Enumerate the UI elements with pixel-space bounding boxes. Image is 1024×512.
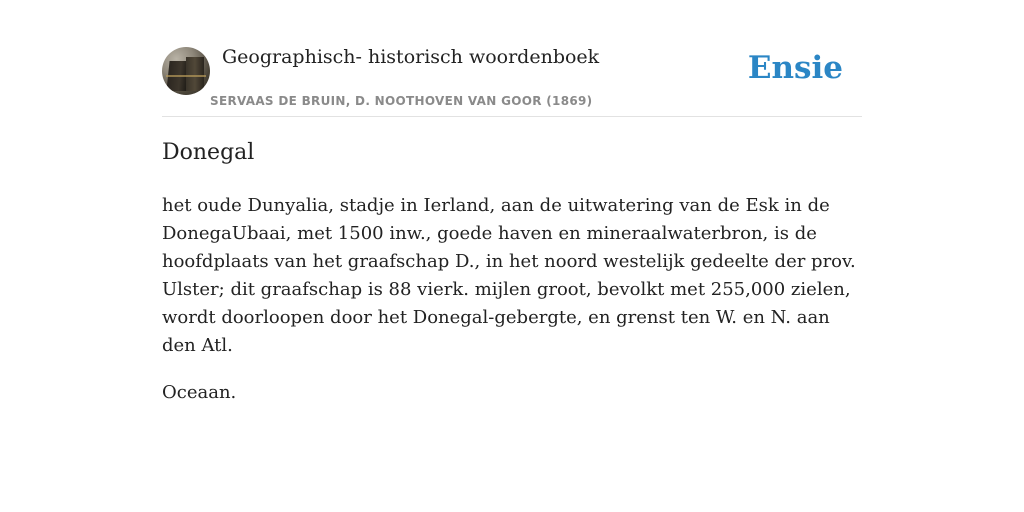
- entry-header: [162, 40, 862, 117]
- entry-title: Donegal: [162, 140, 255, 165]
- entry-body: [162, 192, 867, 426]
- book-author: SERVAAS DE BRUIN, D. NOOTHOVEN VAN GOOR (1869): [210, 94, 593, 108]
- book-band: [166, 75, 206, 77]
- book-spine-right: [186, 57, 204, 91]
- book-cover-icon[interactable]: [162, 47, 210, 95]
- entry-paragraph: het oude Dunyalia, stadje in Ierland, aan de uitwatering van de Esk in de DonegaUbaai, met 1500 inw., goede haven en mineraalwaterbron, is de hoofdplaats van het graafschap D., in het noord westelijk gedeelte der prov. Ulster; dit graafschap is 88 vierk. mijlen groot, bevolkt met 255,000 zielen, wordt doorloopen door het Donegal-gebergte, en grenst ten W. en N. aan den Atl.: [162, 195, 856, 356]
- ensie-logo[interactable]: Ensie: [747, 50, 843, 86]
- book-title[interactable]: Geographisch- historisch woordenboek: [222, 46, 600, 68]
- entry-paragraph: Oceaan.: [162, 382, 237, 403]
